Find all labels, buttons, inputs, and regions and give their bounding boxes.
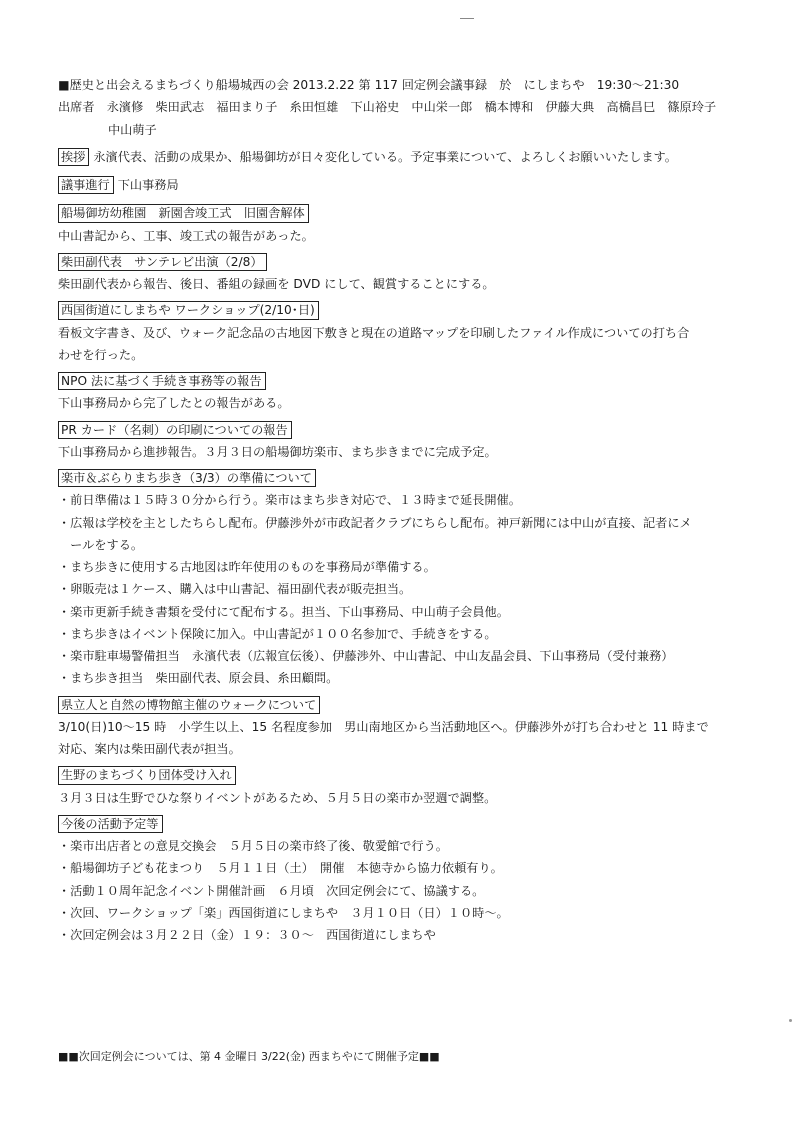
section-inline-text: 下山事務局 — [117, 178, 179, 192]
section-line: 対応、案内は柴田副代表が担当。 — [58, 742, 241, 756]
bullet-item: ・楽市更新手続き書類を受付にて配布する。担当、下山事務局、中山萌子会員他。 — [58, 604, 509, 619]
bullet-item: ールをする。 — [58, 537, 144, 552]
bullet-item: ・前日準備は１５時３０分から行う。楽市はまち歩き対応で、１３時まで延長開催。 — [58, 493, 521, 508]
section-line: 柴田副代表から報告、後日、番組の録画を DVD にして、観賞することにする。 — [58, 277, 495, 291]
bullet-item: ・船場御坊子ども花まつり ５月１１日（土） 開催 本徳寺から協力依頼有り。 — [58, 861, 503, 876]
section-inline-text: 永濱代表、活動の成果か、船場御坊が日々変化している。予定事業について、よろしくお願いいたします。 — [93, 149, 677, 164]
section-kindergarten — [58, 202, 758, 244]
section-future-plans — [58, 813, 758, 944]
bullet-item: ・次回、ワークショップ「楽」西国街道にしまちや ３月１０日（日）１０時～。 — [58, 905, 509, 920]
section-ikuno — [58, 764, 758, 806]
bullet-item: ・活動１０周年記念イベント開催計画 ６月頃 次回定例会にて、協議する。 — [58, 883, 485, 898]
bullet-item: ・まち歩き担当 柴田副代表、原会員、糸田顧問。 — [58, 671, 339, 686]
section-line: 下山事務局から完了したとの報告がある。 — [58, 396, 290, 411]
section-line: 下山事務局から進捗報告。３月３日の船場御坊楽市、まち歩きまでに完成予定。 — [58, 444, 497, 459]
section-line: 看板文字書き、及び、ウォーク記念品の古地図下敷きと現在の道路マップを印刷したファイル作成についての打ち合 — [58, 325, 690, 340]
section-line: 中山書記から、工事、竣工式の報告があった。 — [58, 228, 314, 243]
bullet-item: ・楽市出店者との意見交換会 ５月５日の楽市終了後、敬愛館で行う。 — [58, 839, 448, 853]
bullet-item: ・次回定例会は３月２２日（金）１９：３０～ 西国街道にしまちや — [58, 928, 436, 942]
section-heading: 挨拶 — [58, 148, 89, 166]
section-heading: 今後の活動予定等 — [58, 815, 163, 833]
footer-note: ■■次回定例会については、第 4 金曜日 3/22(金) 西まちやにて開催予定■■ — [58, 1050, 440, 1063]
section-heading: 柴田副代表 サンテレビ出演（2/8） — [58, 253, 267, 271]
bullet-item: ・まち歩きはイベント保険に加入。中山書記が１００名参加で、手続きをする。 — [58, 626, 497, 641]
section-heading: 楽市＆ぶらりまち歩き（3/3）の準備について — [58, 469, 316, 487]
document-title: ■歴史と出会えるまちづくり船場城西の会 2013.2.22 第 117 回定例会議事録 於 にしまちや 19:30～21:30 — [58, 78, 680, 92]
section-museum-walk — [58, 694, 758, 758]
section-tv-appearance — [58, 251, 758, 293]
section-line: わせを行った。 — [58, 347, 144, 362]
section-line: 3/10(日)10～15 時 小学生以上、15 名程度参加 男山南地区から当活動地区へ。伊藤渉外が打ち合わせと 11 時まで — [58, 719, 709, 734]
minutes-document — [58, 78, 758, 950]
scan-mark — [460, 18, 474, 19]
attendees-line-1: 出席者 永濱修 柴田武志 福田まり子 糸田恒雄 下山裕史 中山栄一郎 橋本博和 伊藤大典 高橋昌巳 篠原玲子 — [58, 100, 717, 115]
section-heading: 県立人と自然の博物館主催のウォークについて — [58, 696, 320, 714]
attendees-line-2: 中山萌子 — [108, 122, 157, 137]
section-heading: PR カード（名刺）の印刷についての報告 — [58, 421, 292, 439]
scan-dot — [789, 1019, 792, 1022]
section-npo — [58, 370, 758, 412]
section-heading: 西国街道にしまちや ワークショップ(2/10･日) — [58, 301, 319, 319]
section-heading: NPO 法に基づく手続き事務等の報告 — [58, 372, 266, 390]
section-heading: 議事進行 — [58, 176, 114, 194]
section-rakuichi-walk — [58, 467, 758, 687]
bullet-item: ・広報は学校を主としたちらし配布。伊藤渉外が市政記者クラブにちらし配布。神戸新聞には中山が直接、記者にメ — [58, 515, 692, 530]
section-heading: 船場御坊幼稚園 新園舎竣工式 旧園舎解体 — [58, 204, 309, 222]
section-pr-card — [58, 419, 758, 461]
section-chair — [58, 174, 758, 200]
section-greeting — [58, 146, 758, 172]
section-workshop — [58, 299, 758, 363]
section-line: ３月３日は生野でひな祭りイベントがあるため、５月５日の楽市か翌週で調整。 — [58, 790, 497, 805]
bullet-item: ・楽市駐車場警備担当 永濱代表（広報宣伝後）、伊藤渉外、中山書記、中山友晶会員、下山事務局（受付兼務） — [58, 649, 674, 663]
section-heading: 生野のまちづくり団体受け入れ — [58, 766, 236, 784]
bullet-item: ・卵販売は１ケース、購入は中山書記、福田副代表が販売担当。 — [58, 582, 412, 597]
bullet-item: ・まち歩きに使用する古地図は昨年使用のものを事務局が準備する。 — [58, 560, 436, 574]
